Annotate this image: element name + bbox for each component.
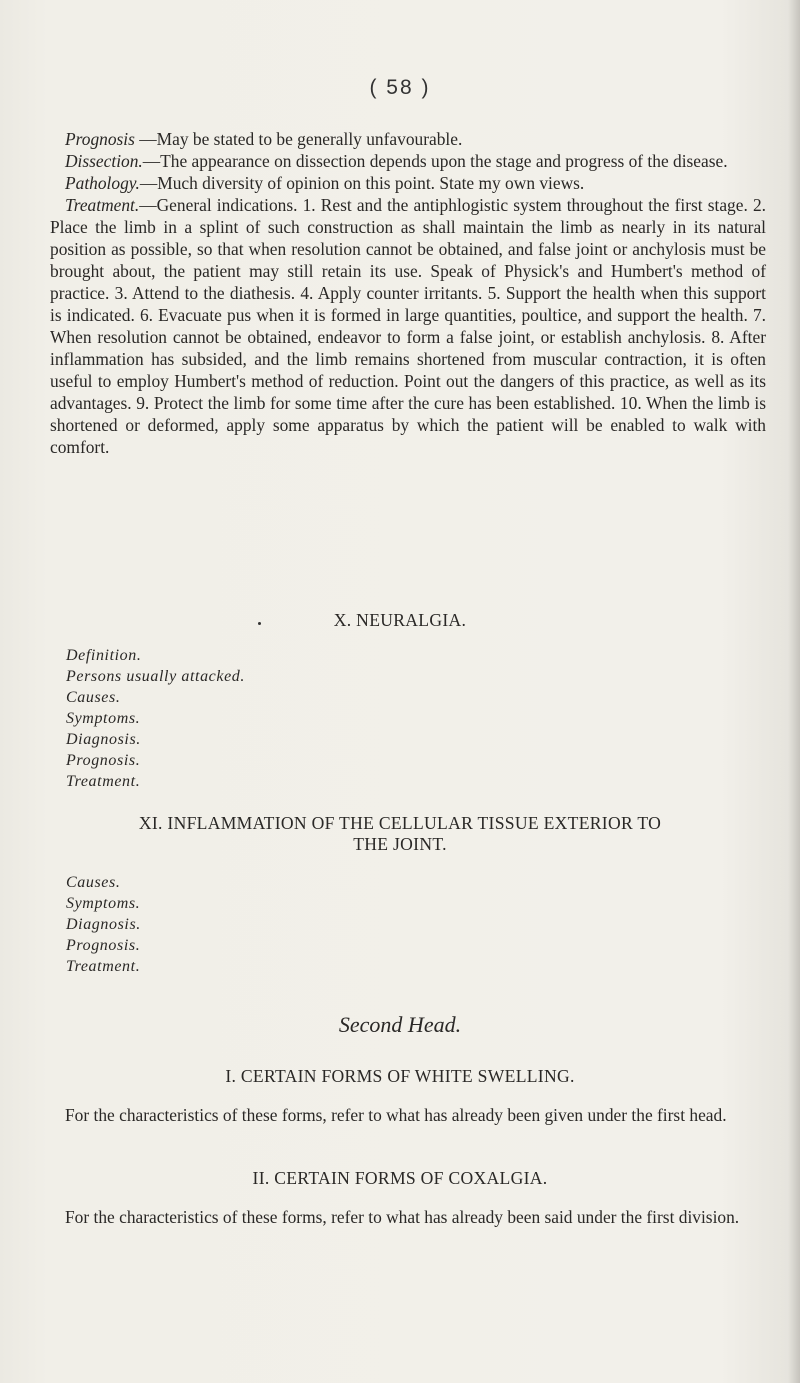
entry-pathology	[50, 172, 766, 194]
list-item: Persons usually attacked.	[66, 668, 245, 685]
list-item: Definition.	[66, 647, 142, 664]
entry-text: —May be stated to be generally unfavourable.	[134, 129, 463, 149]
list-item: Symptoms.	[66, 710, 141, 727]
part2-paragraph	[50, 1206, 766, 1228]
list-item: Treatment.	[66, 958, 141, 975]
part1-heading: I. CERTAIN FORMS OF WHITE SWELLING.	[225, 1066, 575, 1086]
entry-label: Treatment.	[65, 195, 140, 215]
entry-label: Prognosis	[65, 129, 135, 149]
body-text	[50, 128, 766, 458]
entry-prognosis	[50, 128, 766, 150]
section-x-heading: X. NEURALGIA.	[333, 610, 467, 630]
list-item: Treatment.	[66, 773, 141, 790]
list-item: Symptoms.	[66, 895, 141, 912]
list-item: Prognosis.	[66, 937, 141, 954]
list-item: Prognosis.	[66, 752, 141, 769]
entry-text: —Much diversity of opinion on this point. State my own views.	[139, 173, 585, 193]
part1-text: For the characteristics of these forms, refer to what has already been given under the first head.	[65, 1105, 727, 1125]
entry-dissection	[50, 150, 766, 172]
entry-text: —General indications. 1. Rest and the antiphlogistic system throughout the first stage. 2. Place the limb in a splint of such construction as shall maintain the limb as nearly in its natural position as possible, so that when resolution cannot be obtained, and false joint or anchylosis must be brought about, the patient may still retain its use. Speak of Physick's and Humbert's method of practice. 3. Attend to the diathesis. 4. Apply counter irritants. 5. Support the health when this support is indicated. 6. Evacuate pus when it is formed in large quantities, poultice, and support the health. 7. When resolution cannot be obtained, endeavor to form a false joint, or establish anchylosis. 8. After inflammation has subsided, and the limb remains shortened from muscular contraction, it is often useful to employ Humbert's method of reduction. Point out the dangers of this practice, as well as its advantages. 9. Protect the limb for some time after the cure has been established. 10. When the limb is shortened or deformed, apply some apparatus by which the patient will be enabled to walk with comfort.	[50, 195, 766, 457]
section-xi-list	[66, 872, 141, 977]
entry-text: —The appearance on dissection depends upon the stage and progress of the disease.	[142, 151, 728, 171]
list-item: Causes.	[66, 874, 121, 891]
entry-label: Pathology.	[65, 173, 140, 193]
entry-treatment	[50, 194, 766, 458]
list-item: Diagnosis.	[66, 731, 141, 748]
list-item: Diagnosis.	[66, 916, 141, 933]
second-head-title: Second Head.	[338, 1012, 462, 1037]
section-xi-heading-line1: XI. INFLAMMATION OF THE CELLULAR TISSUE EXTERIOR TO	[138, 813, 662, 833]
list-item: Causes.	[66, 689, 121, 706]
section-x-list	[66, 645, 245, 792]
part2-text: For the characteristics of these forms, refer to what has already been said under the first division.	[65, 1207, 740, 1227]
entry-label: Dissection.	[65, 151, 143, 171]
page-number: ( 58 )	[369, 76, 431, 99]
part1-paragraph	[50, 1104, 766, 1126]
part2-heading: II. CERTAIN FORMS OF COXALGIA.	[252, 1168, 548, 1188]
section-xi-heading-line2: THE JOINT.	[353, 834, 447, 854]
